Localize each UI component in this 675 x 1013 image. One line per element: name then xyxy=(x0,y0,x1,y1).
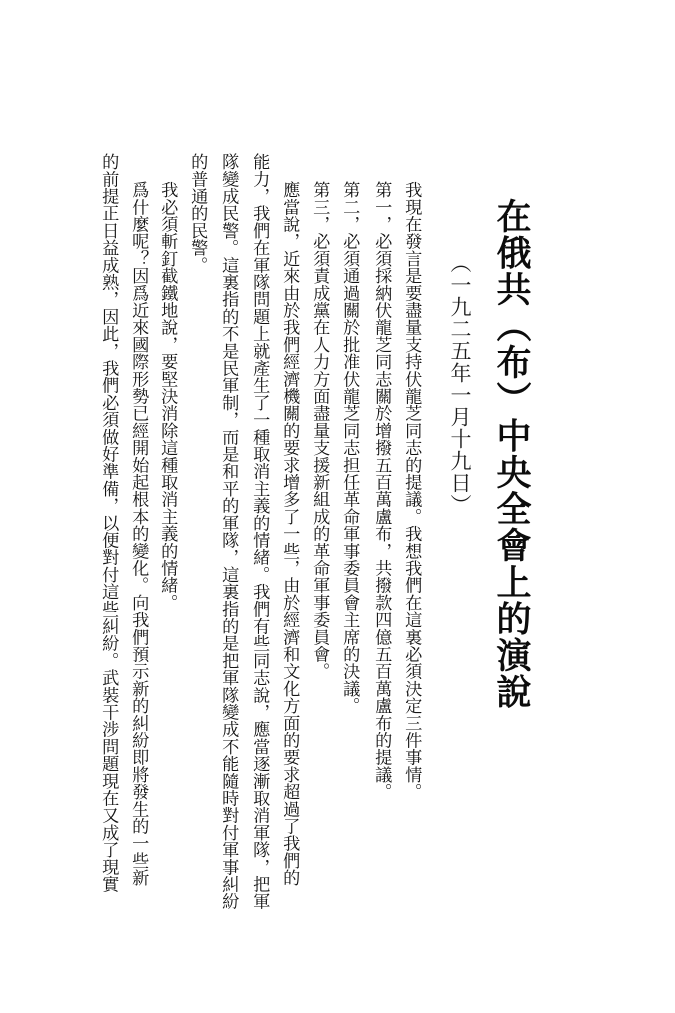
paragraph-line-5: 應當說，近來由於我們經濟機關的要求增多了一些，由於經濟和文化方面的要求超過了我們的 xyxy=(279,181,300,887)
page-title: 在俄共（布）中央全會上的演說 xyxy=(491,198,531,711)
paragraph-line-9: 我必須斬釘截鐵地說，要堅決消除這種取消主義的情緒。 xyxy=(157,181,178,611)
paragraph-line-4: 第三，必須責成黨在人力方面盡量支援新組成的革命軍事委員會。 xyxy=(309,181,330,680)
paragraph-line-3: 第二，必須通過關於批准伏龍芝同志担任革命軍事委員會主席的決議。 xyxy=(339,181,360,715)
paragraph-line-10: 爲什麼呢？因爲近來國際形勢已經開始起根本的變化。向我們預示新的糾紛即將發生的一些新 xyxy=(128,181,149,887)
paragraph-line-7: 隊變成民警。這裏指的不是民軍制，而是和平的軍隊，這裏指的是把軍隊變成不能隨時對付軍事糾紛 xyxy=(218,153,239,910)
paragraph-line-8: 的普通的民警。 xyxy=(187,153,208,274)
speech-date: （一九二五年一月十九日） xyxy=(448,252,472,516)
paragraph-line-1: 我現在發言是要盡量支持伏龍芝同志的提議。我想我們在這裏必須決定三件事情。 xyxy=(401,181,422,801)
paragraph-line-6: 能力，我們在軍隊問題上就產生了一種取消主義的情緒。我們有些同志說，應當逐漸取消軍隊，把軍 xyxy=(249,153,270,910)
paragraph-line-11: 的前提正日益成熟，因此，我們必須做好準備，以便對付這些糾紛。武裝干涉問題現在又成了現實 xyxy=(98,153,119,893)
paragraph-line-2: 第一，必須採納伏龍芝同志關於增撥五百萬盧布，共撥款四億五百萬盧布的提議。 xyxy=(371,181,392,801)
